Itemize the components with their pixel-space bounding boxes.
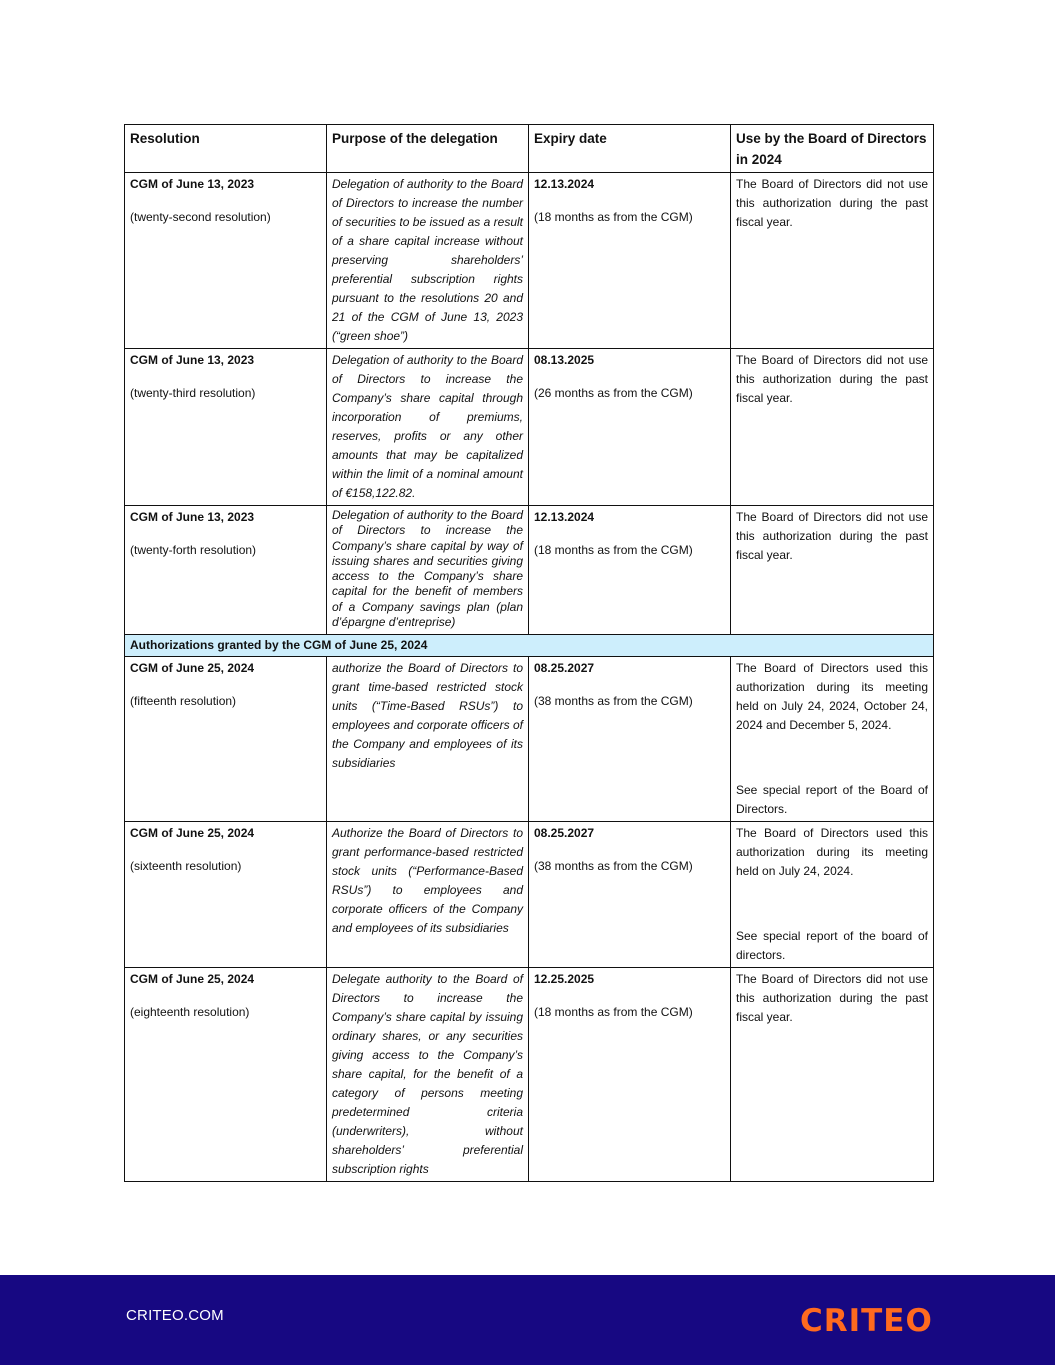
purpose-cell	[327, 349, 529, 506]
table-row	[125, 349, 934, 506]
use-text: The Board of Directors did not use this authorization during the past fiscal year.	[736, 972, 928, 1024]
criteo-logo: CRITEO	[800, 1303, 933, 1339]
expiry-note: (38 months as from the CGM)	[534, 859, 693, 873]
use-cell	[731, 506, 934, 635]
purpose-cell	[327, 822, 529, 968]
resolution-title: CGM of June 13, 2023	[130, 177, 255, 191]
expiry-cell	[529, 506, 731, 635]
expiry-note: (38 months as from the CGM)	[534, 694, 693, 708]
footer-website-link[interactable]: CRITEO.COM	[126, 1307, 224, 1324]
resolution-number: (eighteenth resolution)	[130, 1005, 250, 1019]
use-text: The Board of Directors did not use this authorization during the past fiscal year.	[736, 177, 928, 229]
use-cell	[731, 968, 934, 1182]
purpose-text: Delegation of authority to the Board of Directors to increase the Company’s share capital by way of issuing shares and securities giving access to the Company’s share capital for the benefit of members of a Company savings plan (plan d’épargne d’entreprise)	[332, 508, 523, 630]
header-use-by-board: Use by the Board of Directors in 2024	[731, 125, 934, 173]
expiry-date: 12.13.2024	[534, 510, 595, 524]
resolution-number: (twenty-second resolution)	[130, 210, 271, 224]
page-footer	[0, 1275, 1055, 1365]
table-row	[125, 822, 934, 968]
purpose-cell	[327, 506, 529, 635]
resolution-cell	[125, 822, 327, 968]
purpose-text: authorize the Board of Directors to grant time-based restricted stock units (“Time-Based RSUs”) to employees and corporate officers of the Company and employees of its subsidiaries	[332, 661, 523, 770]
resolution-cell	[125, 968, 327, 1182]
purpose-text: Delegation of authority to the Board of Directors to increase the number of securities to be issued as a result of a share capital increase without preserving shareholders’ preferential subscription rights pursuant to the resolutions 20 and 21 of the CGM of June 13, 2023 (“green shoe”)	[332, 177, 523, 343]
purpose-text: Authorize the Board of Directors to grant performance-based restricted stock units (“Performance-Based RSUs”) to employees and corporate officers of the Company and employees of its subsidiaries	[332, 826, 523, 935]
resolution-title: CGM of June 13, 2023	[130, 510, 255, 524]
use-cell	[731, 349, 934, 506]
resolution-cell	[125, 657, 327, 822]
use-text: The Board of Directors used this authorization during its meeting held on July 24, 2024.	[736, 826, 928, 878]
resolution-title: CGM of June 25, 2024	[130, 826, 255, 840]
resolution-number: (twenty-third resolution)	[130, 386, 256, 400]
resolution-cell	[125, 173, 327, 349]
use-text: The Board of Directors used this authorization during its meeting held on July 24, 2024, October 24, 2024 and December 5, 2024.	[736, 661, 928, 732]
expiry-date: 08.25.2027	[534, 661, 595, 675]
section-header-row	[125, 635, 934, 657]
table-row	[125, 506, 934, 635]
expiry-note: (26 months as from the CGM)	[534, 386, 693, 400]
expiry-date: 12.25.2025	[534, 972, 595, 986]
resolution-cell	[125, 349, 327, 506]
expiry-cell	[529, 349, 731, 506]
table-header-row	[125, 125, 934, 173]
purpose-text: Delegate authority to the Board of Directors to increase the Company’s share capital by issuing ordinary shares, or any securities giving access to the Company’s share capital, for the benefit of a category of persons meeting predetermined criteria (underwriters), without shareholders’ preferential subscription rights	[332, 972, 523, 1176]
resolution-number: (sixteenth resolution)	[130, 859, 242, 873]
resolution-number: (fifteenth resolution)	[130, 694, 237, 708]
expiry-note: (18 months as from the CGM)	[534, 543, 693, 557]
table-row	[125, 657, 934, 822]
table-row	[125, 968, 934, 1182]
header-resolution: Resolution	[125, 125, 327, 173]
purpose-cell	[327, 173, 529, 349]
use-text: The Board of Directors did not use this authorization during the past fiscal year.	[736, 510, 928, 562]
purpose-cell	[327, 968, 529, 1182]
use-text: The Board of Directors did not use this authorization during the past fiscal year.	[736, 353, 928, 405]
resolution-title: CGM of June 25, 2024	[130, 972, 255, 986]
expiry-date: 12.13.2024	[534, 177, 595, 191]
purpose-cell	[327, 657, 529, 822]
use-cell	[731, 173, 934, 349]
expiry-cell	[529, 822, 731, 968]
purpose-text: Delegation of authority to the Board of Directors to increase the Company’s share capital through incorporation of premiums, reserves, profits or any other amounts that may be capitalized within the limit of a nominal amount of €158,122.82.	[332, 353, 523, 500]
expiry-cell	[529, 657, 731, 822]
expiry-date: 08.13.2025	[534, 353, 595, 367]
expiry-note: (18 months as from the CGM)	[534, 210, 693, 224]
section-label: Authorizations granted by the CGM of June 25, 2024	[125, 635, 934, 657]
use-cell	[731, 822, 934, 968]
use-cell	[731, 657, 934, 822]
header-expiry-date: Expiry date	[529, 125, 731, 173]
expiry-date: 08.25.2027	[534, 826, 595, 840]
use-reference: See special report of the Board of Directors.	[736, 783, 928, 816]
resolution-title: CGM of June 25, 2024	[130, 661, 255, 675]
header-purpose: Purpose of the delegation	[327, 125, 529, 173]
table-row	[125, 173, 934, 349]
expiry-cell	[529, 968, 731, 1182]
expiry-cell	[529, 173, 731, 349]
resolution-cell	[125, 506, 327, 635]
expiry-note: (18 months as from the CGM)	[534, 1005, 693, 1019]
resolution-number: (twenty-forth resolution)	[130, 543, 257, 557]
use-reference: See special report of the board of directors.	[736, 929, 928, 962]
resolution-title: CGM of June 13, 2023	[130, 353, 255, 367]
delegations-table	[124, 124, 934, 1182]
